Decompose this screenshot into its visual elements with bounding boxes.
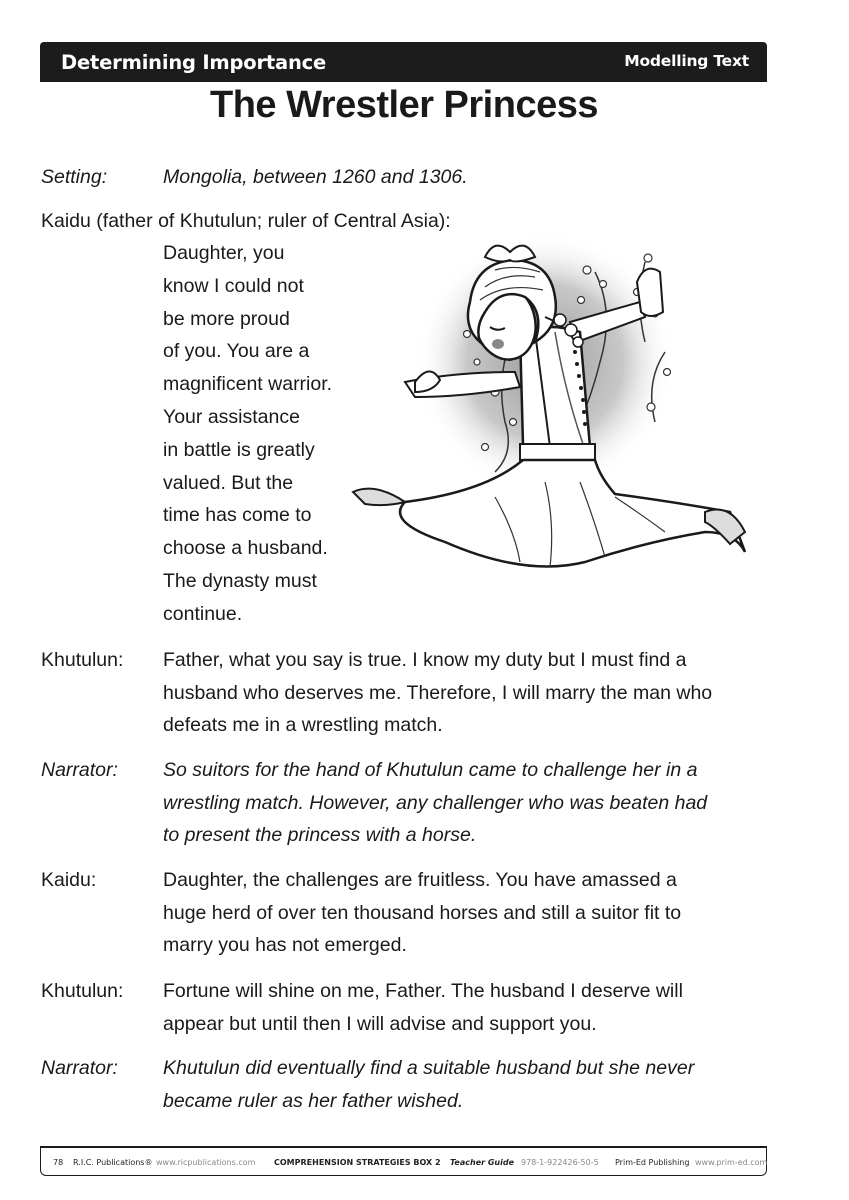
page-number: 78 — [53, 1158, 64, 1167]
speech-line: be more proud — [163, 307, 290, 330]
dialogue-text — [163, 1052, 773, 1117]
speech-line: in battle is greatly — [163, 438, 315, 461]
section-tag: Modelling Text — [624, 52, 749, 70]
kaidu-intro: Kaidu (father of Khutulun; ruler of Central Asia): — [41, 210, 451, 232]
dialogue-line: became ruler as her father wished. — [163, 1089, 464, 1112]
page-title: The Wrestler Princess — [210, 84, 598, 126]
speech-line: Daughter, you — [163, 242, 285, 264]
speaker-label: Narrator: — [41, 1057, 118, 1079]
speech-line: choose a husband. — [163, 537, 328, 560]
speaker-label: Khutulun: — [41, 649, 124, 671]
speech-line: time has come to — [163, 504, 312, 527]
dialogue-line: defeats me in a wrestling match. — [163, 714, 443, 737]
speech-line: The dynasty must — [163, 569, 317, 592]
dialogue-line: Fortune will shine on me, Father. The husband I deserve will — [163, 980, 683, 1002]
wrestler-princess-illustration — [345, 232, 765, 592]
footer-publisher-2-url: www.prim-ed.com — [695, 1158, 768, 1167]
speech-line: of you. You are a — [163, 340, 310, 363]
speaker-label: Kaidu: — [41, 869, 97, 891]
dialogue-line: Khutulun did eventually find a suitable husband but she never — [163, 1057, 695, 1079]
dialogue-line: marry you has not emerged. — [163, 934, 407, 957]
dialogue-text — [163, 975, 773, 1040]
dialogue-line: So suitors for the hand of Khutulun came to challenge her in a — [163, 759, 698, 781]
footer-book-title: COMPREHENSION STRATEGIES BOX 2 — [274, 1158, 441, 1167]
dialogue-line: appear but until then I will advise and support you. — [163, 1012, 597, 1035]
setting-label: Setting: — [41, 166, 108, 188]
kaidu-speech — [163, 237, 363, 631]
footer-publisher-2: Prim-Ed Publishing — [615, 1158, 690, 1167]
speaker-label: Khutulun: — [41, 980, 124, 1002]
footer-isbn: 978-1-922426-50-5 — [521, 1158, 599, 1167]
page-footer — [40, 1146, 767, 1176]
dialogue-text — [163, 644, 773, 742]
footer-guide: Teacher Guide — [450, 1158, 514, 1167]
dialogue-text — [163, 864, 773, 962]
speech-line: magnificent warrior. — [163, 373, 333, 396]
speaker-label: Narrator: — [41, 759, 118, 781]
dialogue-line: wrestling match. However, any challenger who was beaten had — [163, 791, 708, 814]
dialogue-line: husband who deserves me. Therefore, I will marry the man who — [163, 681, 713, 704]
footer-publisher-url: www.ricpublications.com — [156, 1158, 256, 1167]
dialogue-line: huge herd of over ten thousand horses and still a suitor fit to — [163, 901, 682, 924]
speech-line: continue. — [163, 602, 243, 625]
speech-line: know I could not — [163, 274, 304, 297]
section-header — [40, 42, 767, 82]
setting-text: Mongolia, between 1260 and 1306. — [163, 166, 468, 188]
speech-line: Your assistance — [163, 405, 300, 428]
section-title: Determining Importance — [61, 51, 327, 74]
dialogue-text — [163, 754, 773, 852]
dialogue-line: Daughter, the challenges are fruitless. You have amassed a — [163, 869, 677, 891]
dialogue-line: to present the princess with a horse. — [163, 824, 477, 847]
dialogue-line: Father, what you say is true. I know my duty but I must find a — [163, 649, 687, 671]
footer-publisher: R.I.C. Publications® — [73, 1158, 153, 1167]
speech-line: valued. But the — [163, 471, 294, 494]
